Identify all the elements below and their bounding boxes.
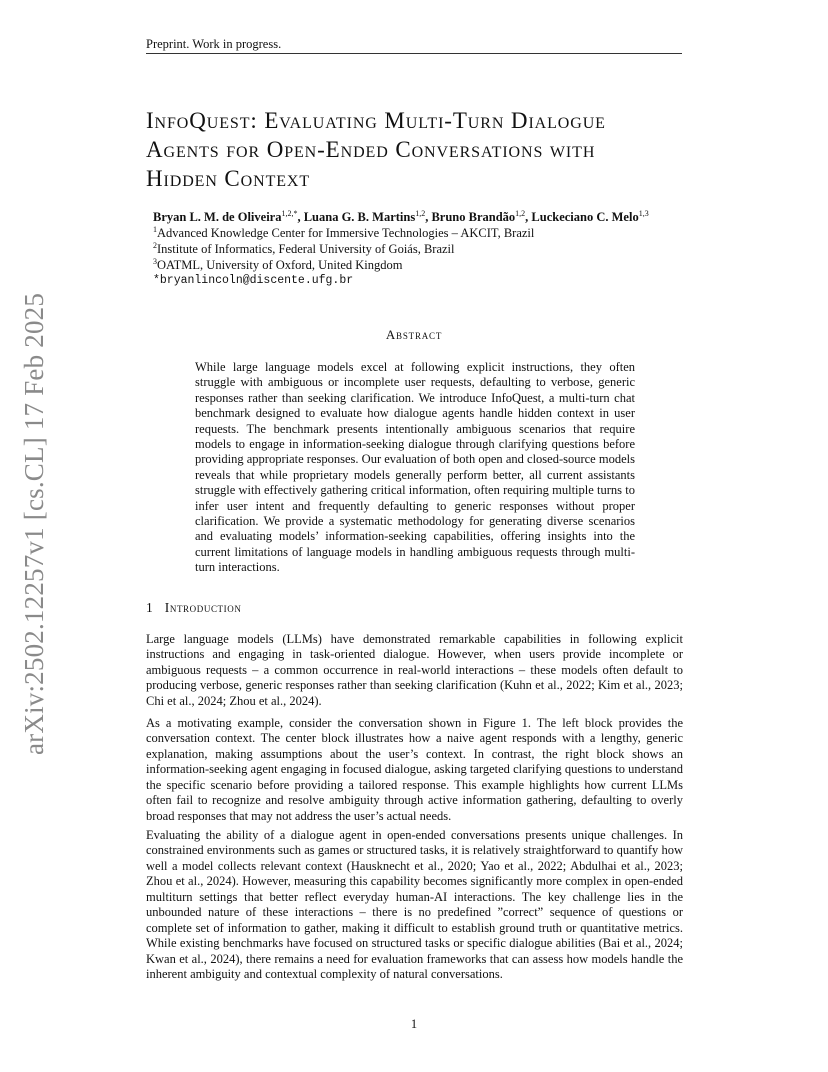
author-affiliation-marker: 1,3 xyxy=(638,209,649,218)
affiliation-text: Institute of Informatics, Federal University of Goiás, Brazil xyxy=(157,242,455,256)
section-number: 1 xyxy=(146,600,153,615)
author-name: Bruno Brandão xyxy=(431,210,516,224)
affiliation-line xyxy=(153,241,713,257)
affiliation-text: Advanced Knowledge Center for Immersive Technologies – AKCIT, Brazil xyxy=(157,226,535,240)
contact-email: *bryanlincoln@discente.ufg.br xyxy=(153,274,354,287)
section-heading-introduction xyxy=(146,599,241,617)
title-line-2: Agents for Open-Ended Conversations with xyxy=(146,137,596,162)
paper-title xyxy=(146,106,686,193)
abstract-body: While large language models excel at following explicit instructions, they often struggle with ambiguous or incomplete user requests, defaulting to verbose, generic responses rather than seeking clarification. We introduce InfoQuest, a multi-turn chat benchmark designed to evaluate how dialogue agents handle hidden context in user requests. The benchmark presents intentionally ambiguous scenarios that require models to engage in information-seeking dialogue through clarifying questions before providing appropriate responses. Our evaluation of both open and closed-source models reveals that while proprietary models generally perform better, all current assistants struggle with effectively gathering critical information, often requiring multiple turns to infer user intent and frequently defaulting to generic responses without proper clarification. We provide a systematic methodology for generating diverse scenarios and evaluating models’ information-seeking capabilities, offering insights into the current limitations of language models in handling ambiguous requests through multi-turn interactions. xyxy=(195,360,635,575)
header-rule xyxy=(146,53,682,54)
author-affiliation-marker: 1,2 xyxy=(515,209,526,218)
section-title: Introduction xyxy=(164,600,242,615)
running-header: Preprint. Work in progress. xyxy=(146,37,282,51)
author-block xyxy=(153,209,713,289)
author-affiliation-marker: 1,2 xyxy=(415,209,426,218)
body-paragraph: Evaluating the ability of a dialogue agent in open-ended conversations presents unique challenges. In constrained environments such as games or structured tasks, it is relatively straightforward to quantify how well a model collects relevant context (Hausknecht et al., 2020; Yao et al., 2022; Abdulhai et al., 2023; Zhou et al., 2024). However, measuring this capability becomes significantly more complex in open-ended multiturn settings that better reflect everyday human-AI interactions. The key challenge lies in the unbounded nature of these interactions – there is no predefined ”correct” sequence of questions or complete set of information to gather, making it difficult to establish ground truth or quantitative metrics. While existing benchmarks have focused on structured tasks or specific dialogue abilities (Bai et al., 2024; Kwan et al., 2024), there remains a need for evaluation frameworks that can assess how models handle the inherent ambiguity and contextual complexity of natural conversations. xyxy=(146,828,683,982)
affiliation-line xyxy=(153,225,713,241)
author-name: Bryan L. M. de Oliveira xyxy=(153,210,282,224)
affiliation-number: 3 xyxy=(153,257,157,266)
author-name: Luana G. B. Martins xyxy=(303,210,416,224)
arxiv-side-stamp: arXiv:2502.12257v1 [cs.CL] 17 Feb 2025 xyxy=(19,292,49,755)
affiliation-text: OATML, University of Oxford, United Kingdom xyxy=(157,258,403,272)
affiliation-number: 2 xyxy=(153,241,157,250)
title-line-1: InfoQuest: Evaluating Multi-Turn Dialogue xyxy=(146,108,606,133)
author-affiliation-marker: 1,2,* xyxy=(281,209,298,218)
body-paragraph: As a motivating example, consider the conversation shown in Figure 1. The left block provides the conversation context. The center block illustrates how a naive agent responds with a lengthy, generic explanation, making assumptions about the user’s context. In contrast, the right block shows an information-seeking agent engaging in focused dialogue, asking targeted clarifying questions to understand the specific scenario before providing a tailored response. This example highlights how current LLMs often fail to recognize and resolve ambiguity through active information gathering, defaulting to overly broad responses that may not address the user’s actual needs. xyxy=(146,716,683,823)
body-paragraph: Large language models (LLMs) have demonstrated remarkable capabilities in following explicit instructions and engaging in task-oriented dialogue. However, when users provide incomplete or ambiguous requests – a common occurrence in real-world interactions – these models often default to producing verbose, generic responses rather than seeking clarification (Kuhn et al., 2022; Kim et al., 2023; Chi et al., 2024; Zhou et al., 2024). xyxy=(146,632,683,708)
author-name: Luckeciano C. Melo xyxy=(531,210,639,224)
abstract-heading: Abstract xyxy=(385,327,443,342)
affiliation-line xyxy=(153,257,713,273)
affiliation-number: 1 xyxy=(153,225,157,234)
author-list: Bryan L. M. de Oliveira$^{1,2,*}$, Luana G. B. Martins$^{1,2}$, Bruno Brandão$^{1,2}$, Luckeciano C. Melo$^{1,3}$ xyxy=(153,209,649,224)
page-number: 1 xyxy=(410,1017,418,1031)
title-line-3: Hidden Context xyxy=(146,166,311,191)
